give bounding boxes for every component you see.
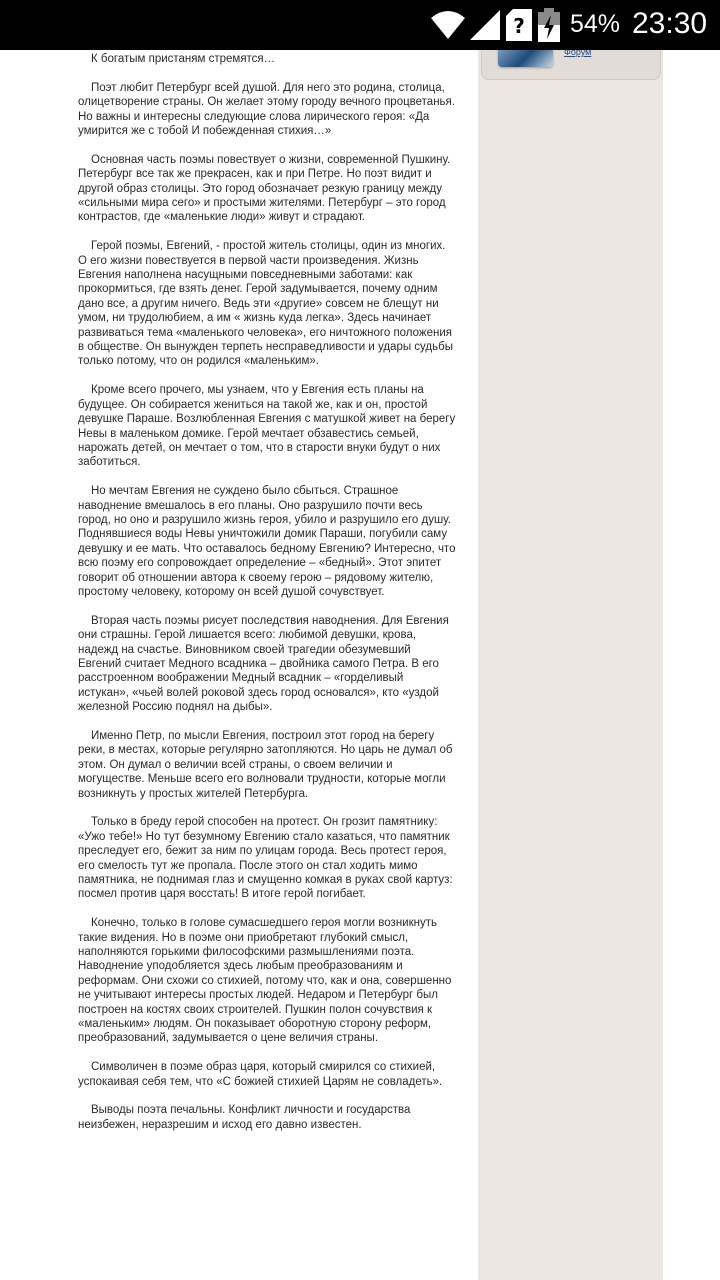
forum-link[interactable]: Форум <box>564 50 592 57</box>
article-paragraph: Основная часть поэмы повествует о жизни, современной Пушкину. Петербург все так же прекрасен, как и при Петре. Но поэт видит и другой образ столицы. Это город обозначает резкую границу между «сильными мира сего» и простыми жителями. Петербург – это город контрастов, где «маленькие люди» живут и страдают. <box>78 153 451 224</box>
article-paragraph: Вторая часть поэмы рисует последствия наводнения. Для Евгения они страшны. Герой лишается всего: любимой девушки, крова, надежд на счастье. Виновником своей трагедии обезумевший Евгений считает Медного всадника – двойника самого Петра. В его расстроенном воображении Медный всадник – «горделивый истукан», «чьей волей роковой здесь город основался», кто «уздой железной Россию поднял на дыбы». <box>78 614 449 714</box>
web-page[interactable] <box>0 50 720 1280</box>
article-paragraph: Кроме всего прочего, мы узнаем, что у Евгения есть планы на будущее. Он собирается жениться на такой же, как и он, простой девушке Параше. Возлюбленная Евгения с матушкой живет на берегу Невы в маленьком домике. Герой мечтает обзавестись семьей, нарожать детей, он мечтает о том, что в старости внуки будут о них заботиться. <box>78 384 456 469</box>
article-paragraph: Выводы поэта печальны. Конфликт личности и государства неизбежен, неразрешим и исход его давно известен. <box>78 1104 411 1131</box>
sim-unknown-icon <box>506 9 532 41</box>
wifi-icon <box>430 10 466 40</box>
article-paragraph: К богатым пристаням стремятся… <box>91 53 276 65</box>
article-body <box>78 50 456 1147</box>
article-paragraph: Поэт любит Петербург всей душой. Для него это родина, столица, олицетворение страны. Он желает этому городу вечного процветанья. Но важны и интересны следующие слова лирического героя: «Да умирится же с тобой И побежденная стихия…» <box>78 81 455 138</box>
article-paragraph: Только в бреду герой способен на протест. Он грозит памятнику: «Ужо тебе!» Но тут безумному Евгению стало казаться, что памятник преследует его, бежит за ним по улицам города. Весь протест героя, его смелость тут же пропала. После этого он стал ходить мимо памятника, не поднимая глаз и смущенно комкая в руках свой картуз: посмел против царя восстать! В итоге герой погибает. <box>78 816 453 901</box>
article-paragraph: Но мечтам Евгения не суждено было сбыться. Страшное наводнение вмешалось в его планы. Оно разрушило почти весь город, но оно и разрушило жизнь героя, убило и разрушило его душу. Поднявшиеся воды Невы уничтожили домик Параши, погубили саму девушку и ее мать. Что оставалось бедному Евгению? Интересно, что всю поэму его сопровождает определение – «бедный». Этот эпитет говорит об отношении автора к своему герою – рядовому жителю, простому человеку, которому он всей душой сочувствует. <box>78 485 456 598</box>
article-paragraph: Именно Петр, по мысли Евгения, построил этот город на берегу реки, в местах, которые регулярно затопляются. Но царь не думал об этом. Он думал о величии всей страны, о своем величии и могуществе. Меньше всего его волновали трудности, которые могли возникнуть у простых жителей Петербурга. <box>78 729 453 800</box>
battery-percent: 54% <box>570 10 621 38</box>
sidebar <box>478 50 663 1280</box>
status-bar <box>0 0 720 50</box>
clock: 23:30 <box>632 7 708 40</box>
battery-charging-icon <box>538 8 560 42</box>
article-paragraph: Символичен в поэме образ царя, который смирился со стихией, успокаивая себя тем, что «С божией стихией Царям не совладеть». <box>78 1061 443 1088</box>
svg-text:?: ? <box>513 14 525 38</box>
forum-box <box>481 50 661 80</box>
article-paragraph: Герой поэмы, Евгений, - простой житель столицы, один из многих. О его жизни повествуется в первой части произведения. Жизнь Евгения наполнена насущными повседневными заботами: как прокормиться, где взять денег. Герой задумывается, почему одним дано все, а другим ничего. Ведь эти «другие» совсем не блещут ни умом, ни трудолюбием, а им « жизнь куда легка». Здесь начинает развиваться тема «маленького человека», его ничтожного положения в обществе. Он вынужден терпеть несправедливости и удары судьбы только потому, что он родился «маленьким». <box>78 240 453 368</box>
signal-icon <box>470 10 500 40</box>
forum-image[interactable] <box>498 50 553 67</box>
article-paragraph: Конечно, только в голове сумасшедшего героя могли возникнуть такие видения. Но в поэме они приобретают глубокий смысл, наполняются горькими философскими размышлениями поэта. Наводнение уподобляется здесь любым преобразованиям и реформам. Они схожи со стихией, потому что, как и она, совершенно не учитывают интересы простых людей. Недаром и Петербург был построен на костях своих строителей. Пушкин полон сочувствия к «маленьким» людям. Он показывает оборотную сторону реформ, преобразований, задумывается о цене величия страны. <box>78 917 452 1045</box>
